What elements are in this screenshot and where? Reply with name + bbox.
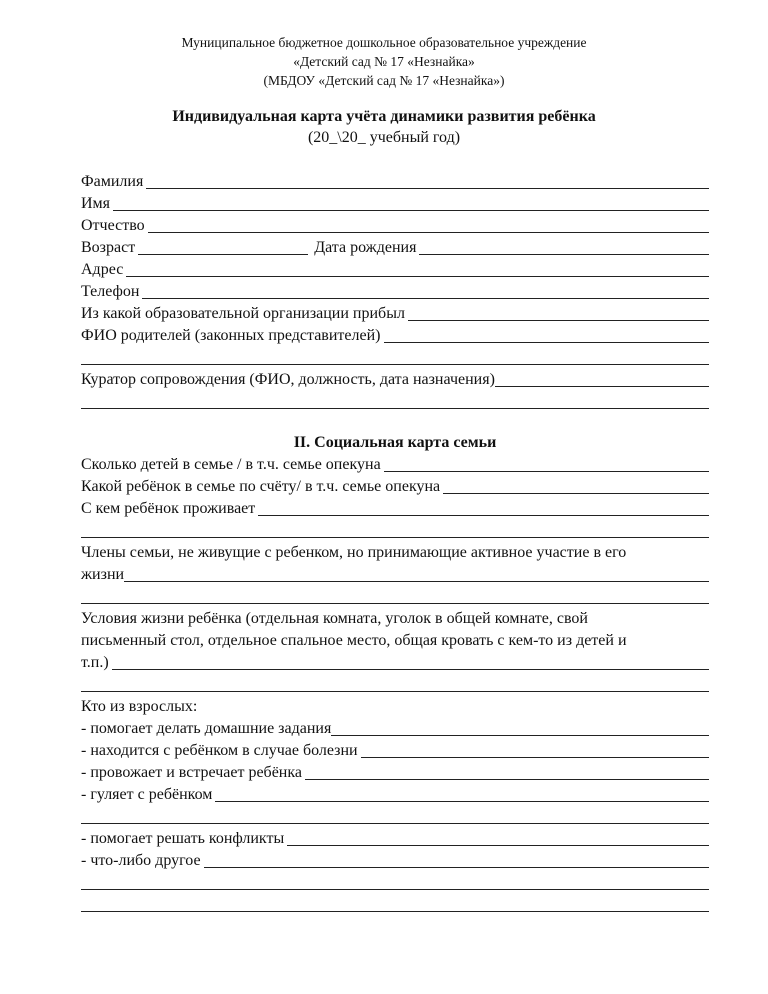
field-label: Телефон	[81, 283, 140, 300]
form-row	[81, 784, 709, 806]
form-row	[81, 652, 709, 674]
form-row	[81, 828, 709, 850]
personal-info-form	[81, 171, 709, 413]
field-label: - что-либо другое	[81, 852, 201, 869]
fill-in-line[interactable]	[258, 499, 709, 516]
fill-in-line[interactable]	[81, 348, 709, 365]
form-row	[81, 740, 709, 762]
form-row	[81, 674, 709, 696]
field-label: ФИО родителей (законных представителей)	[81, 327, 381, 344]
fill-in-line[interactable]	[215, 785, 709, 802]
form-row	[81, 542, 709, 564]
form-row	[81, 259, 709, 281]
institution-name: Муниципальное бюджетное дошкольное образовательное учреждение	[181, 35, 587, 50]
document-title-block	[0, 106, 768, 148]
fill-in-line[interactable]	[138, 238, 308, 255]
field-label: - находится с ребёнком в случае болезни	[81, 742, 358, 759]
form-row	[81, 391, 709, 413]
institution-header	[0, 33, 768, 90]
field-label: Адрес	[81, 261, 124, 278]
field-label: - провожает и встречает ребёнка	[81, 764, 302, 781]
fill-in-line[interactable]	[331, 719, 709, 736]
fill-in-line[interactable]	[287, 829, 709, 846]
fill-in-line[interactable]	[113, 194, 709, 211]
fill-in-line[interactable]	[361, 741, 709, 758]
fill-in-line[interactable]	[146, 172, 709, 189]
field-label: письменный стол, отдельное спальное место, общая кровать с кем-то из детей и	[81, 632, 627, 649]
fill-in-line[interactable]	[124, 565, 709, 582]
form-row	[81, 171, 709, 193]
fill-in-line[interactable]	[81, 675, 709, 692]
institution-short-name: «Детский сад № 17 «Незнайка»	[293, 54, 475, 69]
school-year: (20_\20_ учебный год)	[307, 129, 461, 146]
fill-in-line[interactable]	[142, 282, 709, 299]
institution-abbreviation: (МБДОУ «Детский сад № 17 «Незнайка»)	[263, 73, 505, 88]
form-row	[81, 215, 709, 237]
field-label: Куратор сопровождения (ФИО, должность, дата назначения)	[81, 371, 495, 388]
fill-in-line[interactable]	[81, 873, 709, 890]
fill-in-line[interactable]	[495, 370, 709, 387]
fill-in-line[interactable]	[443, 477, 709, 494]
field-label: Кто из взрослых:	[81, 698, 198, 715]
section-heading-row	[81, 432, 709, 454]
fill-in-line[interactable]	[408, 304, 709, 321]
form-row	[81, 498, 709, 520]
form-row	[81, 281, 709, 303]
field-label: - помогает решать конфликты	[81, 830, 285, 847]
fill-in-line[interactable]	[81, 895, 709, 912]
form-row	[81, 718, 709, 740]
fill-in-line[interactable]	[112, 653, 709, 670]
field-label: жизни	[81, 566, 125, 583]
field-label: Члены семьи, не живущие с ребенком, но принимающие активное участие в его	[81, 544, 627, 561]
fill-in-line[interactable]	[81, 587, 709, 604]
field-label: Возраст	[81, 239, 136, 256]
document-title: Индивидуальная карта учёта динамики развития ребёнка	[172, 108, 596, 125]
form-row	[81, 586, 709, 608]
form-row	[81, 872, 709, 894]
form-row	[81, 325, 709, 347]
form-row	[81, 369, 709, 391]
fill-in-line[interactable]	[148, 216, 709, 233]
field-label: Отчество	[81, 217, 145, 234]
social-family-card-form	[81, 432, 709, 916]
form-row	[81, 347, 709, 369]
fill-in-line[interactable]	[419, 238, 709, 255]
field-label: Сколько детей в семье / в т.ч. семье опекуна	[81, 456, 381, 473]
field-label: Фамилия	[81, 173, 144, 190]
form-row	[81, 608, 709, 630]
field-label: Дата рождения	[314, 239, 417, 256]
field-label: т.п.)	[81, 654, 109, 671]
form-row	[81, 806, 709, 828]
form-row	[81, 454, 709, 476]
form-row	[81, 630, 709, 652]
field-label: - гуляет с ребёнком	[81, 786, 213, 803]
field-label: Какой ребёнок в семье по счёту/ в т.ч. семье опекуна	[81, 478, 441, 495]
field-label: С кем ребёнок проживает	[81, 500, 256, 517]
form-row	[81, 762, 709, 784]
form-row	[81, 476, 709, 498]
form-row	[81, 894, 709, 916]
field-label: Условия жизни ребёнка (отдельная комната, уголок в общей комнате, свой	[81, 610, 588, 627]
form-row	[81, 303, 709, 325]
fill-in-line[interactable]	[81, 807, 709, 824]
fill-in-line[interactable]	[126, 260, 709, 277]
form-row	[81, 696, 709, 718]
field-label: - помогает делать домашние задания	[81, 720, 332, 737]
fill-in-line[interactable]	[81, 392, 709, 409]
fill-in-line[interactable]	[384, 326, 710, 343]
form-row	[81, 193, 709, 215]
fill-in-line[interactable]	[204, 851, 709, 868]
field-label: Из какой образовательной организации прибыл	[81, 305, 405, 322]
fill-in-line[interactable]	[384, 455, 709, 472]
form-row	[81, 237, 709, 259]
form-row	[81, 520, 709, 542]
fill-in-line[interactable]	[305, 763, 709, 780]
form-row	[81, 850, 709, 872]
section-heading: II. Социальная карта семьи	[293, 434, 497, 451]
fill-in-line[interactable]	[81, 521, 709, 538]
form-row	[81, 564, 709, 586]
field-label: Имя	[81, 195, 111, 212]
